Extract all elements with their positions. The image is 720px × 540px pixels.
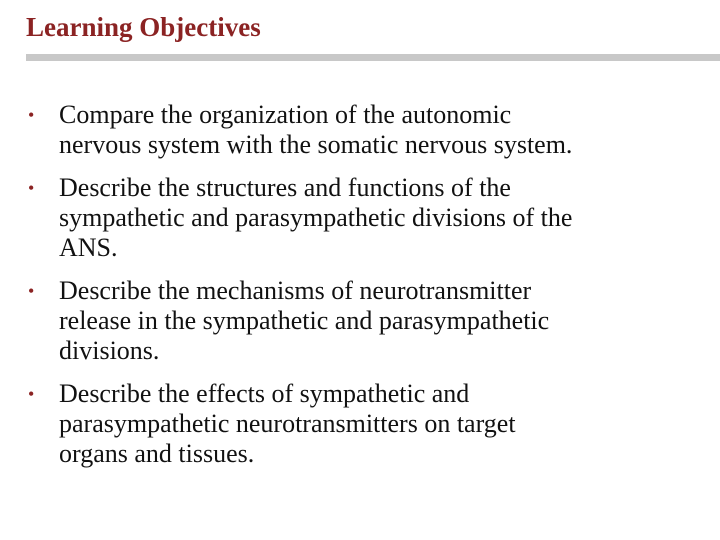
bullet-icon: • [28, 178, 35, 198]
objective-line: parasympathetic neurotransmitters on target [59, 409, 516, 438]
objectives-list [26, 100, 706, 469]
list-item [26, 379, 706, 469]
title-divider [26, 54, 720, 61]
objective-line: organs and tissues. [59, 439, 255, 468]
objective-line: Describe the effects of sympathetic and [59, 379, 470, 408]
bullet-icon: • [28, 384, 35, 404]
list-item [26, 100, 706, 160]
objective-line: Compare the organization of the autonomic [59, 100, 512, 129]
list-item [26, 276, 706, 366]
objective-line: nervous system with the somatic nervous system. [59, 130, 573, 159]
bullet-icon: • [28, 105, 35, 125]
bullet-icon: • [28, 281, 35, 301]
list-item [26, 173, 706, 263]
objective-line: Describe the structures and functions of the [59, 173, 511, 202]
slide-title: Learning Objectives [26, 12, 261, 42]
objective-line: ANS. [59, 233, 118, 262]
objective-line: divisions. [59, 336, 160, 365]
objective-line: sympathetic and parasympathetic divisions of the [59, 203, 573, 232]
objective-line: release in the sympathetic and parasympathetic [59, 306, 550, 335]
objective-line: Describe the mechanisms of neurotransmitter [59, 276, 532, 305]
